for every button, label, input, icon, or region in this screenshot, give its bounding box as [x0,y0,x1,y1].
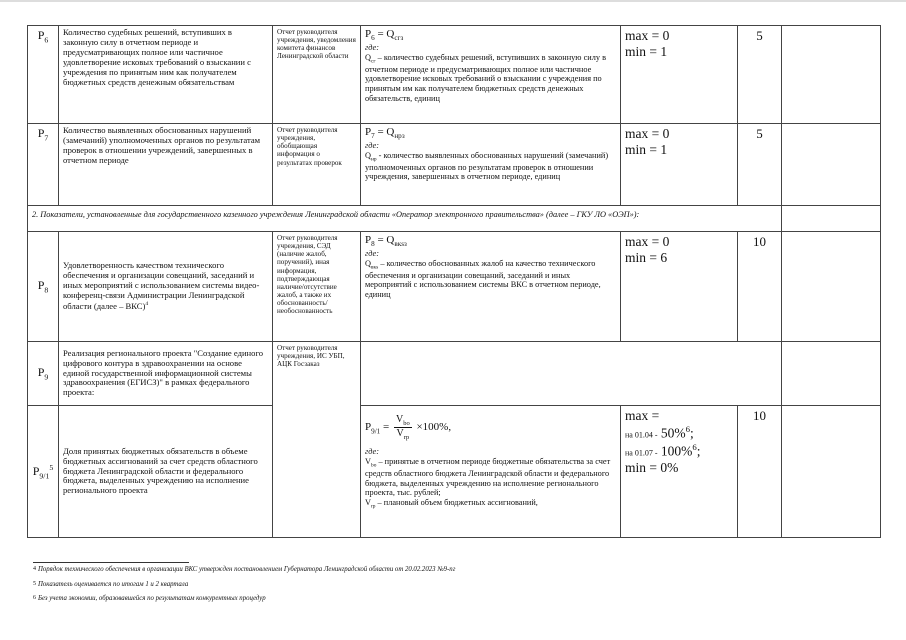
indicator-description: Количество выявленных обоснованных нарушений (замечаний) уполномоченных органов по результатам проверок в отношении учреждений, завершенных в отчетном периоде [59,124,273,206]
indicator-formula: $P_{9/1}$ = $\frac{V_{bo}}{V_{rp}}$ ×100%, где: $V_{bo}$ – принятые в отчетном периоде бюджетные обязательства за счет средств областного бюджета Ленинградской области и федерального бюджета, выделенных учреждению на исполнение регионального проекта, тыс. рублей; $V_{rp}$ – плановый объем бюджетных ассигнований, [361,406,621,538]
table-row-p8 [28,232,881,342]
indicator-code: $P_7$ [28,124,59,206]
footnote-separator [33,562,189,563]
empty-cell [782,232,881,342]
indicator-code: $P_{9/1}^5$ [28,406,59,538]
fraction-formula: $P_{9/1}$ = $\frac{V_{bo}}{V_{rp}}$ ×100%, [365,414,452,442]
empty-cell [361,342,782,406]
table-row-p9-1 [28,406,881,538]
indicator-points: 5 [738,26,782,124]
empty-cell [782,342,881,406]
section-2-title: 2. Показатели, установленные для государственного казенного учреждения Ленинградской области «Оператор электронного правительства» (далее – ГКУ ЛО «ОЭП»): [28,206,782,232]
indicator-limits: max = 0 min = 6 [621,232,738,342]
footnote-4: 4 Порядок технического обеспечения в организации ВКС утвержден постановлением Губернатора Ленинградской области от 20.02.2023 №9-пг [33,566,456,573]
indicator-source: Отчет руководителя учреждения, ИС УБП, АЦК Госзаказ [273,342,361,538]
indicator-points: 5 [738,124,782,206]
indicator-description: Реализация регионального проекта "Создание единого цифрового контура в здравоохранении на основе единой государственной информационной системы здравоохранения (ЕГИСЗ)" в рамках федерального проекта: [59,342,273,406]
indicator-code: $P_6$ [28,26,59,124]
indicator-limits: max = на 01.04 - 50%$^6$; на 01.07 - 100%$^6$; min = 0% [621,406,738,538]
indicator-formula: $P_6 = Q_{сгз}$ где: $Q_{сг}$ – количество судебных решений, вступивших в законную силу в отчетном периоде и предусматривающих полное или частичное удовлетворение исковых требований о взыскании с учреждения по принятым им как получателем бюджетных средств денежных обязательств, единиц [361,26,621,124]
table-row-p6 [28,26,881,124]
empty-cell [782,406,881,538]
table-row-p9 [28,342,881,406]
indicator-source: Отчет руководителя учреждения, уведомления комитета финансов Ленинградской области [273,26,361,124]
footnote-5: 5 Показатель оценивается по итогам 1 и 2 квартала [33,581,189,588]
indicators-table [27,25,881,538]
indicator-description: Доля принятых бюджетных обязательств в объеме бюджетных ассигнований за счет средств областного бюджета Ленинградской области и федерального бюджета, выделенных учреждению на исполнение регионального проекта [59,406,273,538]
indicator-source: Отчет руководителя учреждения, обобщающая информация о результатах проверок [273,124,361,206]
empty-cell [782,26,881,124]
indicator-points: 10 [738,232,782,342]
indicator-limits: max = 0 min = 1 [621,124,738,206]
indicator-points: 10 [738,406,782,538]
indicator-code: $P_9$ [28,342,59,406]
indicator-code: $P_8$ [28,232,59,342]
top-border-line [0,0,906,2]
indicator-description: Удовлетворенность качеством технического обеспечения и организации совещаний, заседаний и иных мероприятий с использованием системы видео-конференц-связи Администрации Ленинградской области (далее – ВКС)$^4$ [59,232,273,342]
indicator-source: Отчет руководителя учреждения, СЭД (наличие жалоб, поручений), иная информация, подтверждающая наличие/отсутствие жалоб, а также их обоснованность/необоснованность [273,232,361,342]
indicator-limits: max = 0 min = 1 [621,26,738,124]
footnote-6: 6 Без учета экономии, образовавшейся по результатам конкурентных процедур [33,595,266,602]
section-header-row [28,206,881,232]
indicator-formula: $P_8 = Q_{вкsз}$ где: $Q_{вкs}$ – количество обоснованных жалоб на качество технического обеспечения и организации совещаний, заседаний и иных мероприятий с использованием системы ВКС в отчетном периоде, единиц [361,232,621,342]
indicator-description: Количество судебных решений, вступивших в законную силу в отчетном периоде и предусматривающих полное или частичное удовлетворение исковых требований о взыскании с учреждения по принятым ним как получателем бюджетных средств денежным обязательствам [59,26,273,124]
empty-cell [782,124,881,206]
table-row-p7 [28,124,881,206]
indicator-formula: $P_7 = Q_{нрз}$ где: $Q_{нр}$ - количество выявленных обоснованных нарушений (замечаний) уполномоченных органов по результатам проверок в отношении учреждения, завершенных в отчетном периоде, единиц [361,124,621,206]
empty-cell [782,206,881,232]
